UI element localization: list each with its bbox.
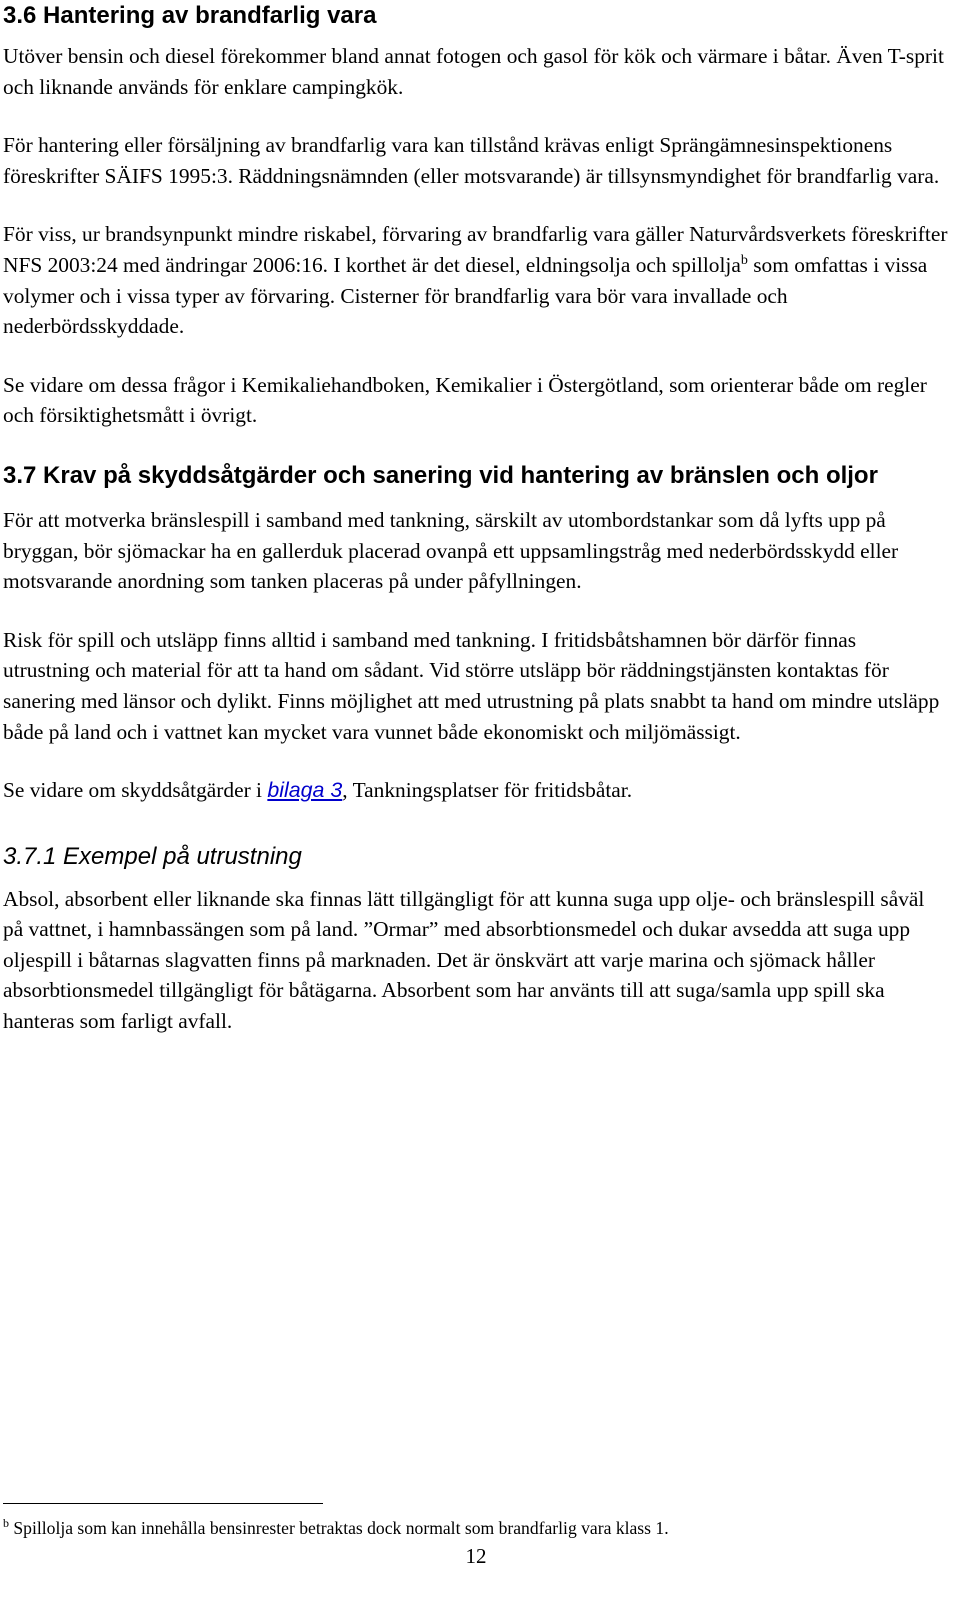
footnote: [3, 1516, 943, 1540]
footnote-divider: [3, 1503, 323, 1504]
section-heading-3-7-1: 3.7.1 Exempel på utrustning: [3, 842, 302, 870]
see-appendix-text-end: , Tankningsplatser för fritidsbåtar.: [342, 778, 633, 803]
section-heading-3-6: 3.6 Hantering av brandfarlig vara: [3, 2, 377, 29]
storage-rules-text-start: För viss, ur brandsynpunkt mindre riskabel, förvaring av brandfarlig vara gäller Naturvårdsverkets föreskrifter NFS 2003:24 med ändringar 2006:16. I korthet är det diesel, eldningsolja och spillolja: [3, 222, 948, 277]
section-heading-3-7: 3.7 Krav på skyddsåtgärder och sanering vid hantering av bränslen och oljor: [3, 461, 878, 489]
paragraph-spill-response: Risk för spill och utsläpp finns alltid i samband med tankning. I fritidsbåtshamnen bör därför finnas utrustning och material för att ta hand om sådant. Vid större utsläpp bör räddningstjänsten kontaktas för sanering med länsor och dylikt. Finns möjlighet att med utrustning på plats snabbt ta hand om mindre utsläpp både på land och i vattnet kan mycket vara vunnet både ekonomiskt och miljömässigt.: [3, 627, 940, 744]
paragraph-see-appendix: [3, 775, 948, 806]
paragraph-spill-prevention: För att motverka bränslespill i samband med tankning, särskilt av utombordstankar som då lyfts upp på bryggan, bör sjömackar ha en gallerduk placerad ovanpå ett uppsamlingstråg med nederbördsskydd eller motsvarande anordning som tanken placeras på under påfyllningen.: [3, 507, 899, 594]
paragraph-storage-rules: [3, 219, 948, 341]
page-number: 12: [465, 1544, 487, 1568]
footnote-text: Spillolja som kan innehålla bensinrester betraktas dock normalt som brandfarlig vara klass 1.: [9, 1518, 669, 1538]
document-page: [3, 0, 948, 1037]
paragraph-fuel-types: Utöver bensin och diesel förekommer bland annat fotogen och gasol för kök och värmare i båtar. Även T-sprit och liknande används för enklare campingkök.: [3, 44, 944, 99]
storage-rules-text-end: som omfattas i vissa volymer och i vissa typer av förvaring. Cisterner för brandfarlig vara bör vara invallade och nederbördsskyddade.: [3, 252, 928, 339]
paragraph-chemicals-handbook: Se vidare om dessa frågor i Kemikaliehandboken, Kemikalier i Östergötland, som orienterar både om regler och försiktighetsmått i övrigt.: [3, 372, 927, 428]
see-appendix-text-start: Se vidare om skyddsåtgärder i: [3, 778, 268, 803]
footnote-marker: b: [3, 1516, 9, 1531]
paragraph-permits: För hantering eller försäljning av brandfarlig vara kan tillstånd krävas enligt Sprängämnesinspektionens föreskrifter SÄIFS 1995:3. Räddningsnämnden (eller motsvarande) är tillsynsmyndighet för brandfarlig vara.: [3, 133, 940, 188]
paragraph-absorbent-equipment: Absol, absorbent eller liknande ska finnas lätt tillgängligt för att kunna suga upp olje- och bränslespill såväl på vattnet, i hamnbassängen som på land. ”Ormar” med absorbtionsmedel och dukar avsedda att suga upp oljespill i båtarnas slagvatten finns på marknaden. Det är önskvärt att varje marina och sjömack håller absorbtionsmedel tillgängligt för båtägarna. Absorbent som har använts till att suga/samla upp spill ska hanteras som farligt avfall.: [3, 886, 925, 1034]
footnote-reference-marker: b: [740, 252, 748, 268]
appendix-3-link[interactable]: bilaga 3: [267, 778, 343, 803]
